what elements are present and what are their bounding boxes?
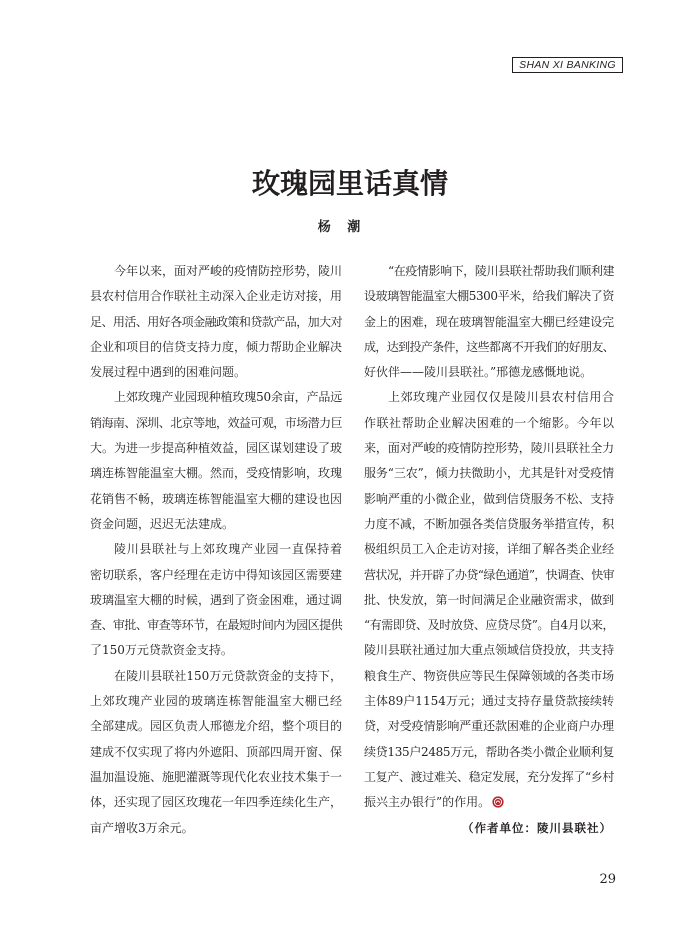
body-text-line xyxy=(364,563,614,588)
body-text: 上郊玫瑰产业园仅仅是陵川县农村信用合 xyxy=(388,390,614,405)
body-paragraph xyxy=(90,385,342,537)
body-paragraph xyxy=(364,259,614,385)
body-text-line xyxy=(90,310,342,335)
body-text: 建成不仅实现了将内外遮阳、顶部四周开窗、保 xyxy=(90,744,343,759)
body-text-line xyxy=(364,765,614,790)
body-text-line xyxy=(90,664,342,689)
body-text-line xyxy=(90,284,342,309)
body-text: 发展过程中遇到的困难问题。 xyxy=(90,365,247,380)
body-text-line xyxy=(364,259,614,284)
body-text: “有需即贷、及时放贷、应贷尽贷”。自4月以来， xyxy=(364,618,614,633)
article-title: 玫瑰园里话真情 xyxy=(251,167,448,200)
body-text-line xyxy=(90,563,342,588)
body-text: 粮食生产、物资供应等民生保障领域的各类市场 xyxy=(364,668,614,683)
body-text-line xyxy=(364,385,614,410)
body-text: 来，面对严峻的疫情防控形势，陵川县联社全力 xyxy=(364,441,614,456)
body-text: 销海南、深圳、北京等地，效益可观，市场潜力巨 xyxy=(90,415,342,430)
body-text: 温加温设施、施肥灌溉等现代化农业技术集于一 xyxy=(90,769,343,784)
body-text-line xyxy=(90,790,342,815)
article-author: 杨 潮 xyxy=(317,220,367,235)
body-text: 足、用活、用好各项金融政策和贷款产品，加大对 xyxy=(90,314,342,329)
body-paragraph xyxy=(364,385,614,815)
body-text: 玻璃温室大棚的时候，遇到了资金困难，通过调 xyxy=(90,592,343,607)
body-text-line xyxy=(364,638,614,663)
body-text-line xyxy=(90,689,342,714)
body-text-line xyxy=(90,487,342,512)
body-text: 今年以来，面对严峻的疫情防控形势，陵川 xyxy=(114,264,343,278)
body-text-line xyxy=(364,537,614,562)
body-text-line xyxy=(364,461,614,486)
body-text: 金上的困难，现在玻璃智能温室大棚已经建设完 xyxy=(364,314,614,329)
author-affiliation: （作者单位：陵川县联社） xyxy=(462,820,612,835)
body-text: 查、审批、审查等环节，在最短时间内为园区提供 xyxy=(90,618,342,633)
body-text-line xyxy=(364,487,614,512)
page-number: 29 xyxy=(599,872,616,887)
body-text: 陵川县联社与上郊玫瑰产业园一直保持着 xyxy=(114,542,342,557)
body-text-line xyxy=(90,816,342,841)
body-text: 全部建成。园区负责人邢德龙介绍，整个项目的 xyxy=(90,719,343,734)
body-text-line xyxy=(90,461,342,486)
body-text: 花销售不畅，玻璃连栋智能温室大棚的建设也因 xyxy=(90,491,343,506)
body-text: 陵川县联社通过加大重点领域信贷投放，共支持 xyxy=(364,643,614,658)
body-text: 成，达到投产条件，这些都离不开我们的好朋友、 xyxy=(364,339,614,354)
body-text: 影响严重的小微企业，做到信贷服务不松、支持 xyxy=(364,491,614,506)
body-text-line xyxy=(90,613,342,638)
section-header-label: SHAN XI BANKING xyxy=(512,57,623,73)
body-text: 县农村信用合作联社主动深入企业走访对接，用 xyxy=(90,289,343,304)
body-text-line xyxy=(364,613,614,638)
body-text-line xyxy=(90,537,342,562)
body-text: 体，还实现了园区玫瑰花一年四季连续化生产， xyxy=(90,795,343,810)
body-paragraph xyxy=(90,537,342,663)
body-text: 营状况，并开辟了办贷“绿色通道”，快调查、快审 xyxy=(364,567,614,582)
body-text-line xyxy=(364,790,614,815)
body-text-line xyxy=(364,310,614,335)
paragraph-group xyxy=(90,259,342,841)
body-text-line xyxy=(90,436,342,461)
body-text-line xyxy=(90,360,342,385)
body-text: 作联社帮助企业解决困难的一个缩影。今年以 xyxy=(364,415,614,430)
text-column-left xyxy=(90,259,342,841)
body-text: 璃连栋智能温室大棚。然而，受疫情影响，玫瑰 xyxy=(90,466,343,481)
body-text-line xyxy=(90,259,342,284)
body-text: 密切联系，客户经理在走访中得知该园区需要建 xyxy=(90,567,343,582)
body-text-line xyxy=(90,765,342,790)
body-text: 上郊玫瑰产业园现种植玫瑰50余亩，产品远 xyxy=(114,390,342,405)
body-text-line xyxy=(364,740,614,765)
body-text: 服务“三农”，倾力扶微助小，尤其是针对受疫情 xyxy=(364,466,614,481)
body-text-line xyxy=(364,689,614,714)
body-text: 工复产、渡过难关、稳定发展，充分发挥了“乡村 xyxy=(364,769,614,784)
body-text: 在陵川县联社150万元贷款资金的支持下， xyxy=(114,668,342,683)
body-text: 企业和项目的信贷支持力度，倾力帮助企业解决 xyxy=(90,339,343,354)
body-text-line xyxy=(90,411,342,436)
body-text: 亩产增收3万余元。 xyxy=(90,820,194,835)
body-text-line xyxy=(364,512,614,537)
body-text: 了150万元贷款资金支持。 xyxy=(90,643,233,658)
body-text-line xyxy=(364,411,614,436)
body-text-line xyxy=(90,714,342,739)
body-paragraph xyxy=(90,664,342,841)
body-text-line xyxy=(90,512,342,537)
body-text: 批、快发放，第一时间满足企业融资需求，做到 xyxy=(364,592,614,607)
body-text: 资金问题，迟迟无法建成。 xyxy=(90,516,235,531)
body-text-line xyxy=(90,740,342,765)
body-text: 主体89户1154万元；通过支持存量贷款接续转 xyxy=(364,694,614,709)
body-text-line xyxy=(90,638,342,663)
body-text-line xyxy=(90,335,342,360)
body-text: 极组织员工入企走访对接，详细了解各类企业经 xyxy=(364,542,614,557)
body-text: 上郊玫瑰产业园的玻璃连栋智能温室大棚已经 xyxy=(90,694,342,709)
body-text-line xyxy=(90,588,342,613)
body-text-line xyxy=(364,436,614,461)
body-text: “在疫情影响下，陵川县联社帮助我们顺利建 xyxy=(388,264,614,278)
body-text-line xyxy=(364,335,614,360)
text-column-right xyxy=(364,259,614,841)
body-text-line xyxy=(364,714,614,739)
paragraph-group xyxy=(364,259,614,816)
body-paragraph xyxy=(90,259,342,385)
end-mark-icon xyxy=(492,796,504,808)
body-text-line xyxy=(90,385,342,410)
body-text-line xyxy=(364,588,614,613)
body-text: 贷，对受疫情影响严重还款困难的企业商户办理 xyxy=(364,719,614,734)
body-text-line xyxy=(364,284,614,309)
body-text: 振兴主办银行”的作用。 xyxy=(364,795,491,810)
body-text-line xyxy=(364,664,614,689)
body-text: 好伙伴——陵川县联社。”邢德龙感慨地说。 xyxy=(364,365,593,380)
body-text: 力度不减，不断加强各类信贷服务举措宣传，积 xyxy=(364,516,614,531)
body-text: 续贷135户2485万元，帮助各类小微企业顺利复 xyxy=(364,744,614,759)
body-text-line xyxy=(364,360,614,385)
body-text: 设玻璃智能温室大棚5300平米，给我们解决了资 xyxy=(364,289,614,304)
body-text: 大。为进一步提高种植效益，园区谋划建设了玻 xyxy=(90,441,343,456)
